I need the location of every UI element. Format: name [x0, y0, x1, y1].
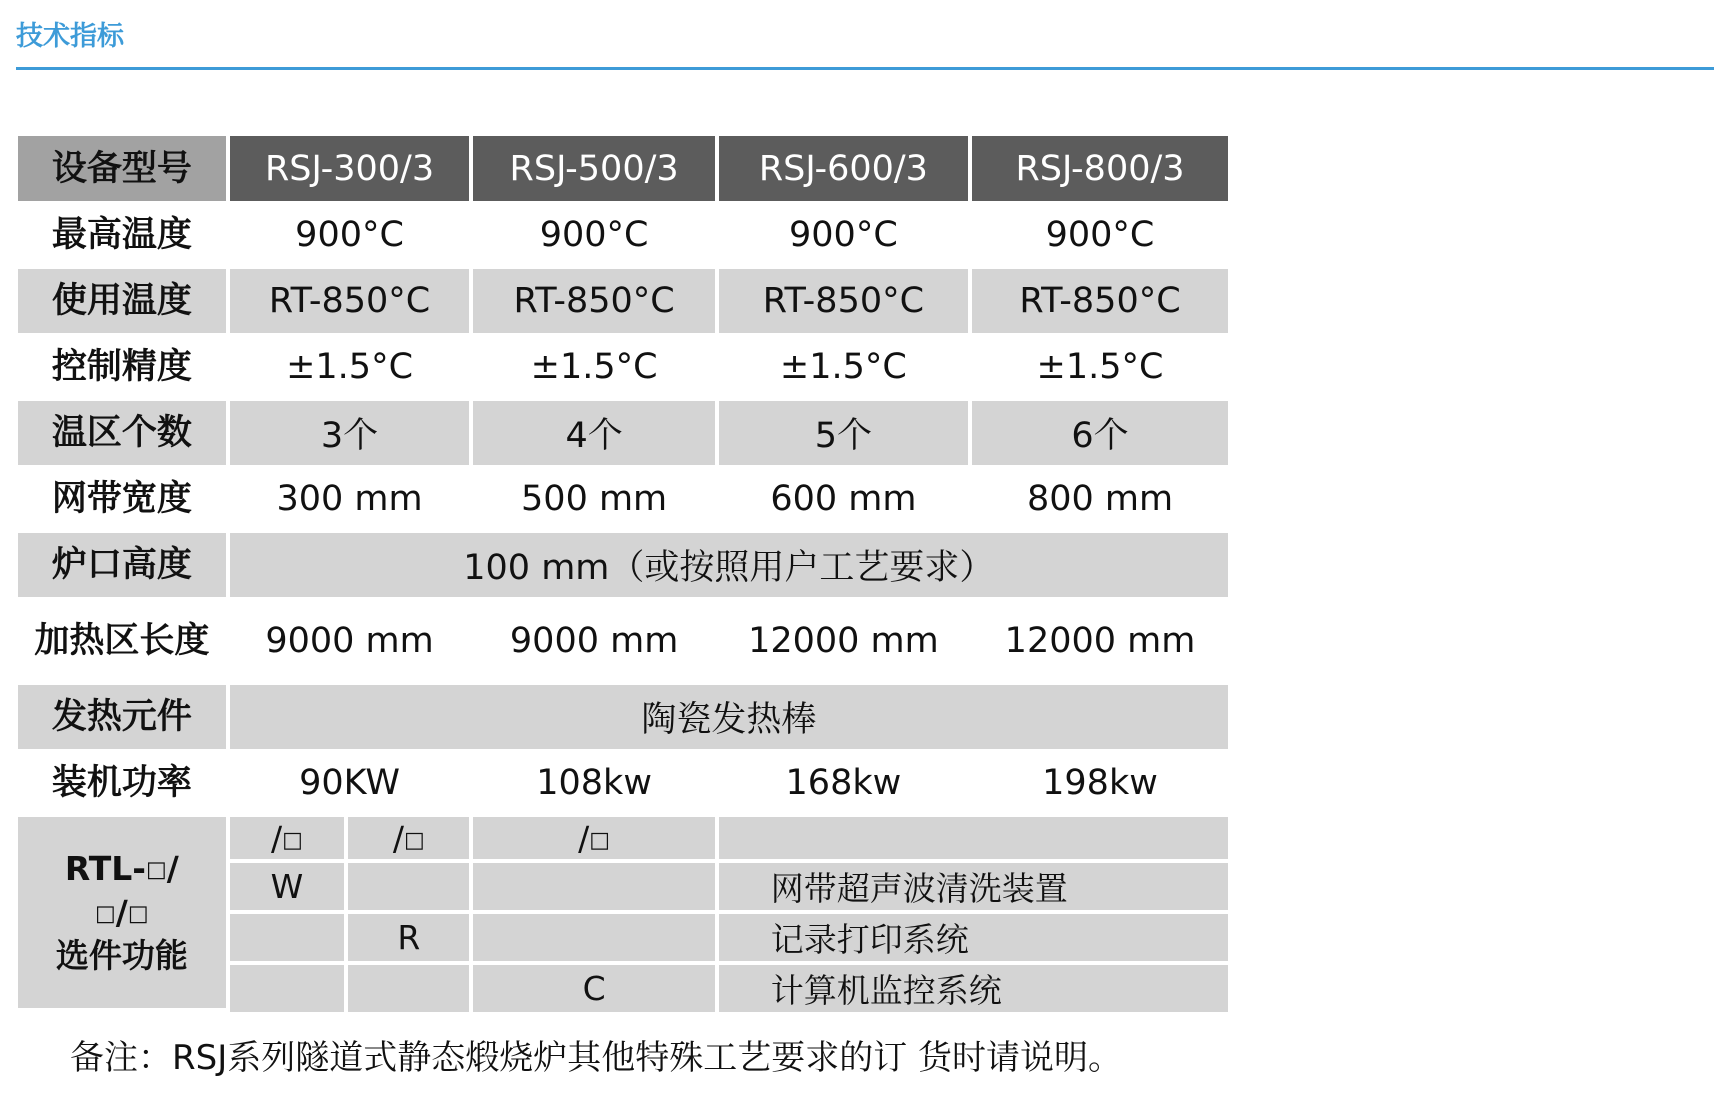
table-cell: 900°C [972, 201, 1228, 269]
table-row [18, 749, 1228, 817]
option-slot: /□ [230, 817, 345, 863]
model-cell: RSJ-500/3 [473, 136, 714, 201]
table-cell: ±1.5°C [473, 333, 714, 401]
table-cell: ±1.5°C [972, 333, 1228, 401]
row-header: 最高温度 [18, 201, 226, 269]
table-cell: ±1.5°C [719, 333, 968, 401]
table-row [18, 201, 1228, 269]
table-cell: RT-850°C [972, 269, 1228, 333]
option-description: 网带超声波清洗装置 [719, 863, 1228, 914]
table-cell: 6个 [972, 401, 1228, 465]
options-row [18, 817, 1228, 863]
option-slot: /□ [473, 817, 714, 863]
table-cell: 9000 mm [473, 597, 714, 685]
table-header-row [18, 136, 1228, 201]
row-header: 使用温度 [18, 269, 226, 333]
option-description: 记录打印系统 [719, 914, 1228, 965]
table-cell-merged: 陶瓷发热棒 [230, 685, 1228, 749]
table-cell: 600 mm [719, 465, 968, 533]
model-cell: RSJ-300/3 [230, 136, 470, 201]
table-row [18, 597, 1228, 685]
option-description: 计算机监控系统 [719, 965, 1228, 1012]
table-cell: ±1.5°C [230, 333, 470, 401]
spec-table [14, 136, 1232, 1012]
table-cell: RT-850°C [473, 269, 714, 333]
row-header: 网带宽度 [18, 465, 226, 533]
option-code: R [348, 914, 469, 965]
table-cell: 3个 [230, 401, 470, 465]
table-cell: 108kw [473, 749, 714, 817]
row-header: 设备型号 [18, 136, 226, 201]
row-header: 加热区长度 [18, 597, 226, 685]
model-cell: RSJ-600/3 [719, 136, 968, 201]
table-row [18, 269, 1228, 333]
table-cell: 900°C [230, 201, 470, 269]
table-row [18, 333, 1228, 401]
option-code: C [473, 965, 714, 1012]
section-title: 技术指标 [16, 21, 124, 52]
option-empty [230, 965, 345, 1012]
table-cell: 4个 [473, 401, 714, 465]
table-row [18, 465, 1228, 533]
row-header: 炉口高度 [18, 533, 226, 597]
table-row [18, 533, 1228, 597]
table-cell: 168kw [719, 749, 968, 817]
table-row [18, 401, 1228, 465]
table-cell: 900°C [719, 201, 968, 269]
option-empty [348, 863, 469, 914]
table-cell: 12000 mm [719, 597, 968, 685]
table-cell: 500 mm [473, 465, 714, 533]
table-cell: 90KW [230, 749, 470, 817]
table-cell: 5个 [719, 401, 968, 465]
table-cell: RT-850°C [230, 269, 470, 333]
table-cell: 12000 mm [972, 597, 1228, 685]
option-empty [473, 863, 714, 914]
title-underline [16, 67, 1714, 70]
row-header: 发热元件 [18, 685, 226, 749]
option-empty [230, 914, 345, 965]
option-empty [473, 914, 714, 965]
option-desc-empty [719, 817, 1228, 863]
table-cell: 9000 mm [230, 597, 470, 685]
option-code: W [230, 863, 345, 914]
table-row [18, 685, 1228, 749]
table-cell: 800 mm [972, 465, 1228, 533]
option-empty [348, 965, 469, 1012]
table-cell: RT-850°C [719, 269, 968, 333]
table-cell-merged: 100 mm（或按照用户工艺要求） [230, 533, 1228, 597]
row-header: 温区个数 [18, 401, 226, 465]
model-cell: RSJ-800/3 [972, 136, 1228, 201]
row-header: 装机功率 [18, 749, 226, 817]
table-cell: 900°C [473, 201, 714, 269]
footnote: 备注：RSJ系列隧道式静态煅烧炉其他特殊工艺要求的订 货时请说明。 [70, 1038, 1123, 1078]
table-cell: 198kw [972, 749, 1228, 817]
options-label: RTL-□/ □/□ 选件功能 [18, 817, 226, 1012]
option-slot: /□ [348, 817, 469, 863]
table-cell: 300 mm [230, 465, 470, 533]
row-header: 控制精度 [18, 333, 226, 401]
